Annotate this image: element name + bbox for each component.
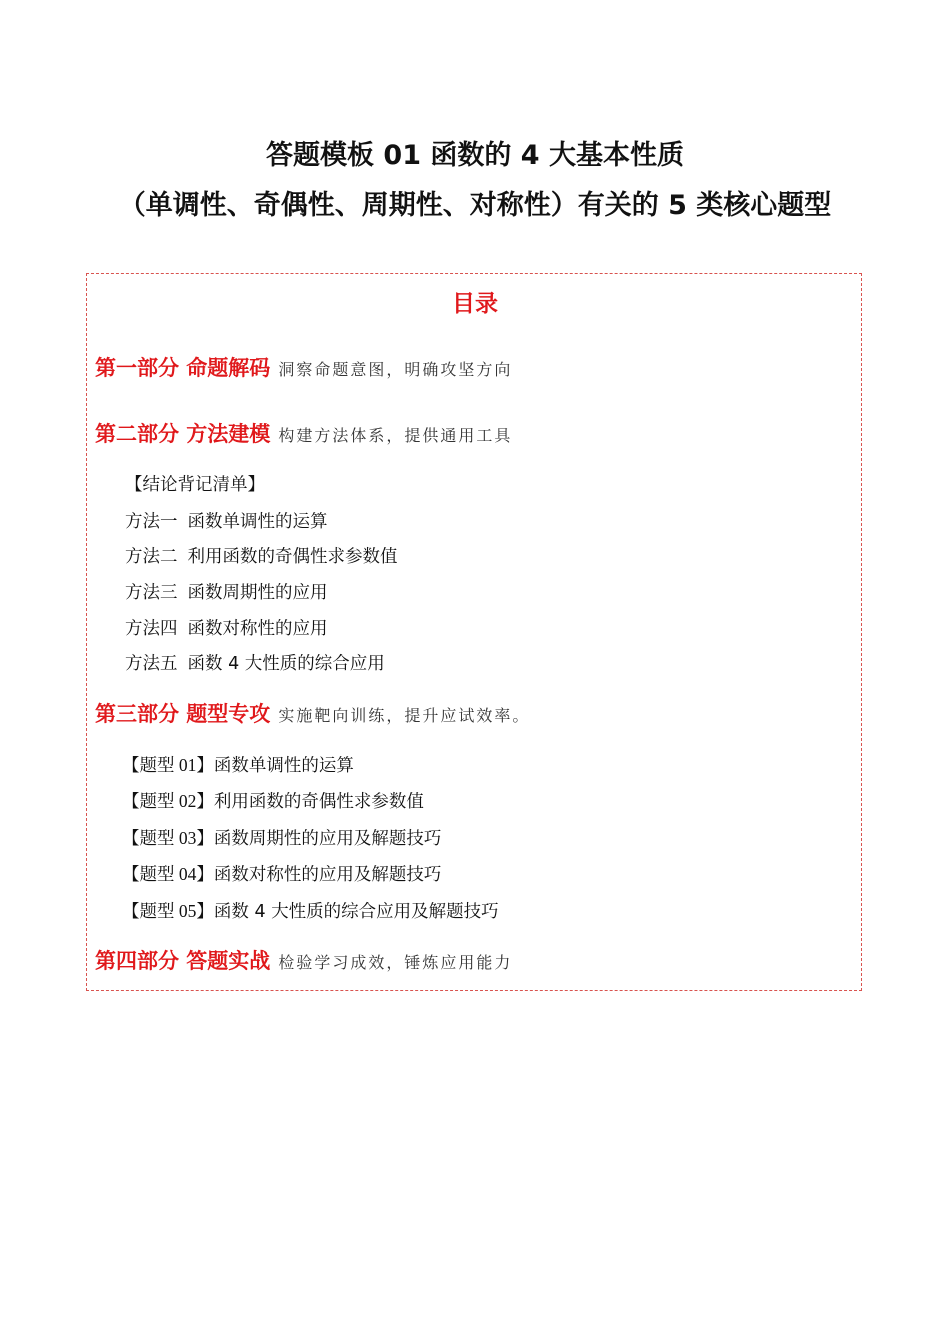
question-text: 函数周期性的应用及解题技巧 xyxy=(213,829,442,849)
toc-question-type-2[interactable] xyxy=(122,788,424,813)
question-text: 函数 4 大性质的综合应用及解题技巧 xyxy=(213,902,499,922)
toc-heading: 目录 xyxy=(452,291,498,317)
question-text: 函数对称性的应用及解题技巧 xyxy=(213,865,442,885)
toc-method-item-2[interactable] xyxy=(125,543,398,568)
toc-part-3[interactable] xyxy=(95,698,530,728)
part-label: 第一部分 命题解码 xyxy=(95,356,271,380)
part-description: 检验学习成效，锤炼应用能力 xyxy=(278,953,513,972)
question-text: 函数单调性的运算 xyxy=(213,756,354,776)
method-text: 函数周期性的应用 xyxy=(187,583,328,603)
document-title-line1: 答题模板 01 函数的 4 大基本性质 xyxy=(266,140,684,171)
question-tag: 【题型 04】 xyxy=(122,864,214,884)
method-text: 函数单调性的运算 xyxy=(187,512,328,532)
question-text: 利用函数的奇偶性求参数值 xyxy=(213,792,424,812)
toc-question-type-3[interactable] xyxy=(122,825,441,850)
method-name: 方法三 xyxy=(125,583,178,603)
toc-method-item-1[interactable] xyxy=(125,508,328,533)
method-name: 方法二 xyxy=(125,547,178,567)
toc-method-item-4[interactable] xyxy=(125,615,328,640)
toc-checklist-item[interactable]: 【结论背记清单】 xyxy=(125,475,265,495)
document-title-line2: （单调性、奇偶性、周期性、对称性）有关的 5 类核心题型 xyxy=(118,190,832,221)
method-text: 函数对称性的应用 xyxy=(187,619,328,639)
toc-part-1[interactable] xyxy=(95,352,512,382)
toc-part-2[interactable] xyxy=(95,418,512,448)
part-label: 第四部分 答题实战 xyxy=(95,949,271,973)
toc-question-type-1[interactable] xyxy=(122,752,354,777)
toc-part-4[interactable] xyxy=(95,945,512,975)
question-tag: 【题型 03】 xyxy=(122,828,214,848)
method-text: 函数 4 大性质的综合应用 xyxy=(187,654,385,674)
part-label: 第三部分 题型专攻 xyxy=(95,702,271,726)
part-description: 洞察命题意图，明确攻坚方向 xyxy=(278,360,513,379)
toc-method-item-3[interactable] xyxy=(125,579,328,604)
method-name: 方法四 xyxy=(125,619,178,639)
toc-question-type-5[interactable] xyxy=(122,898,499,923)
method-name: 方法五 xyxy=(125,654,178,674)
toc-question-type-4[interactable] xyxy=(122,861,441,886)
question-tag: 【题型 02】 xyxy=(122,791,214,811)
question-tag: 【题型 01】 xyxy=(122,755,214,775)
method-text: 利用函数的奇偶性求参数值 xyxy=(187,547,398,567)
question-tag: 【题型 05】 xyxy=(122,901,214,921)
part-description: 构建方法体系，提供通用工具 xyxy=(278,426,513,445)
part-description: 实施靶向训练，提升应试效率。 xyxy=(278,706,531,725)
part-label: 第二部分 方法建模 xyxy=(95,422,271,446)
toc-method-item-5[interactable] xyxy=(125,650,385,675)
method-name: 方法一 xyxy=(125,512,178,532)
